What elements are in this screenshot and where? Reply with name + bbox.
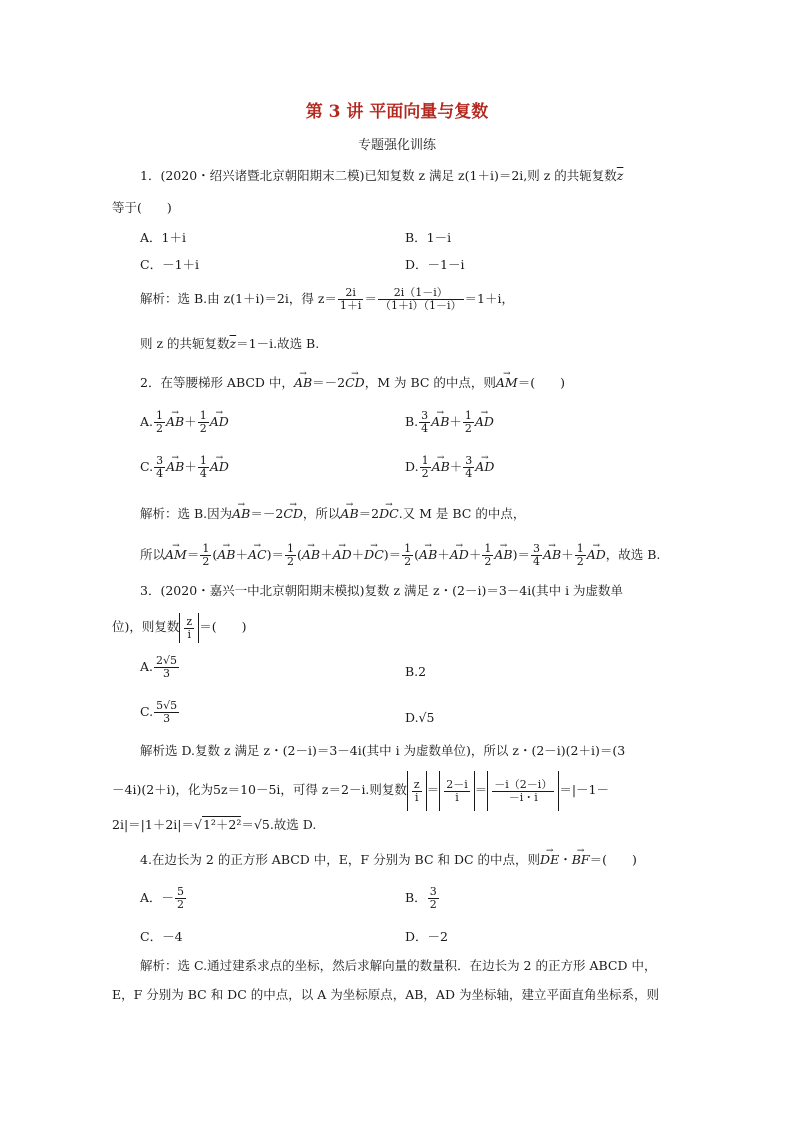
q1-fraction-1: $\frac{2i}{1+i}$ [339,286,362,312]
vector-ab: → AB [294,375,312,391]
q2-option-d: D. $\frac{1}{2}$ → AB＋ $\frac{3}{4}$ → AD [405,455,494,480]
q2-solution-line2: 所以→ AM＝ $\frac{1}{2}$ (→ AB＋→ AC)＝ $\frac{1}{2}$ (→ AB＋→ AD＋→ DC)＝ $\frac{1}{2}$ (→ AB＋→ AD＋ $\frac{1}{2}$ → AB)＝ $\frac{3}{4}$ → AB＋ $\frac{1}{2}$ → AD，故选 B. [140,540,660,570]
q1-stem-line2: 等于( ) [112,200,172,215]
vector-de: → DE [540,852,559,868]
q2-option-c: C. $\frac{3}{4}$ → AB＋ $\frac{1}{4}$ → AD [140,455,229,480]
q2-option-b: B. $\frac{3}{4}$ → AB＋ $\frac{1}{2}$ → AD [405,410,494,435]
q4-option-a: A．－ $\frac{5}{2}$ [140,885,185,911]
q1-conjugate-symbol-2: $\overline{z}$ [229,336,237,351]
page-title: 第 3 讲 平面向量与复数 [305,102,489,122]
q3-solution-line2: －4i)(2＋i)，化为5z＝10－5i，可得 z＝2－i.则复数 $\frac{z}{i}$ ＝ $\frac{2-i}{i}$ ＝ $\frac{-i(2-i)}{-i・i}$ ＝|－1－ [112,770,609,811]
q2-stem: 2．在等腰梯形 ABCD 中，→ AB＝－2→ CD，M 为 BC 的中点，则→ AM＝( ) [140,375,565,391]
vector-cd: → CD [345,375,365,391]
q4-solution-line2: E，F 分别为 BC 和 DC 的中点，以 A 为坐标原点，AB，AD 为坐标轴，建立平面直角坐标系，则 [112,987,659,1002]
q4-solution-line1: 解析：选 C.通过建系求点的坐标，然后求解向量的数量积．在边长为 2 的正方形 ABCD 中， [140,958,657,973]
q1-conjugate-symbol: $\overline{z}$ [616,168,624,183]
q1-stem-line1 [140,168,623,184]
q1-option-c: C．－1＋i [140,257,200,272]
q1-option-d: D．－1－i [405,257,465,272]
q1-option-b: B．1－i [405,230,452,245]
q3-option-a: A. $\frac{2√5}{3}$ [140,654,178,680]
q3-option-b: B.2 [405,664,427,679]
page-subtitle: 专题强化训练 [357,138,436,153]
q1-solution-text: 解析：选 B.由 z(1＋i)＝2i，得 z＝ [140,291,337,306]
q1-option-a: A．1＋i [140,230,186,245]
q1-solution-line2: 则 z 的共轭复数$\overline{z}=1-i$.故选 B. [140,336,320,351]
q4-option-d: D．－2 [405,929,448,944]
vector-am: → AM [496,375,518,391]
q4-option-c: C．－4 [140,929,183,944]
q3-option-d: D.√5 [405,710,435,725]
q1-solution-line1: 解析：选 B.由 z(1＋i)＝2i，得 z＝ $\frac{2i}{1+i}$ ＝ $\frac{2i(1-i)}{(1+i)(1-i)}$ ＝1＋i， [140,286,514,312]
q3-option-c: C. $\frac{5√5}{3}$ [140,699,178,725]
q3-stem-line2: 位)，则复数 $\frac{z}{i}$ ＝( ) [112,614,247,641]
q1-fraction-2: $\frac{2i(1-i)}{(1+i)(1-i)}$ [379,286,462,312]
q4-stem: 4.在边长为 2 的正方形 ABCD 中，E，F 分别为 BC 和 DC 的中点，则→ DE・→ BF＝( ) [140,852,637,868]
q1-stem-text: 1．(2020・绍兴诸暨北京朝阳期末二模)已知复数 z 满足 z(1＋i)＝2i,则 z 的共轭复数 [140,168,617,183]
q2-option-a: A. $\frac{1}{2}$ → AB＋ $\frac{1}{2}$ → AD [140,410,229,435]
q2-solution-line1: 解析：选 B.因为→ AB＝－2→ CD，所以→ AB＝2→ DC.又 M 是 BC 的中点， [140,506,525,522]
q3-solution-line3: 2i|＝|1＋2i|＝√1²＋2²＝√5.故选 D. [112,817,317,832]
q3-stem-line1: 3．(2020・嘉兴一中北京朝阳期末模拟)复数 z 满足 z・(2－i)＝3－4i(其中 i 为虚数单 [140,583,624,598]
vector-bf: → BF [572,852,590,868]
q4-option-b: B． $\frac{3}{2}$ [405,885,437,911]
q3-solution-line1: 解析选 D.复数 z 满足 z・(2－i)＝3－4i(其中 i 为虚数单位)，所以 z・(2－i)(2＋i)＝(3 [140,743,626,758]
